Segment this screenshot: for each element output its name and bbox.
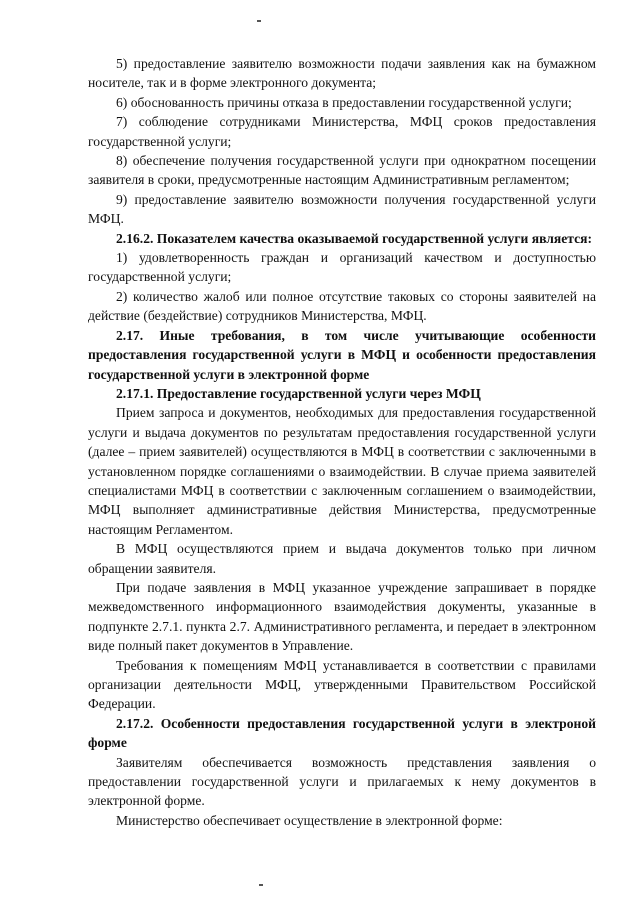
paragraph-quality-2: 2) количество жалоб или полное отсутствие таковых со стороны заявителей на действие (бездействие) сотрудников Министерства, МФЦ. [88,288,596,324]
paragraph-item-7: 7) соблюдение сотрудниками Министерства, МФЦ сроков предоставления государственной услуги; [88,114,596,149]
document-body [88,54,596,830]
paragraph-mfc-personal: В МФЦ осуществляются прием и выдача документов только при личном обращении заявителя. [88,541,596,576]
section-heading-2-17-2: 2.17.2. Особенности предоставления государственной услуги в электроной форме [88,715,596,751]
paragraph-mfc-reception: Прием запроса и документов, необходимых для предоставления государственной услуги и выдача документов по результатам предоставления государственной услуги (далее – прием заявителей) осуществляются в МФЦ в соответствии с заключенными в установленном порядке соглашениями о взаимодействии. В случае приема заявителей специалистами МФЦ в соответствии с заключенным соглашением о взаимодействии, МФЦ выполняет административные действия Министерства, предусмотренные настоящим Регламентом. [88,405,596,537]
paragraph-mfc-premises: Требования к помещениям МФЦ устанавливается в соответствии с правилами организации деятельности МФЦ, утвержденными Правительством Российской Федерации. [88,657,596,712]
paragraph-item-9: 9) предоставление заявителю возможности получения государственной услуги МФЦ. [88,191,596,227]
paragraph-quality-1: 1) удовлетворенность граждан и организаций качеством и доступностью государственной услуги; [88,250,596,285]
scan-mark-top [257,20,261,22]
section-heading-2-17-1: 2.17.1. Предоставление государственной услуги через МФЦ [116,385,481,401]
paragraph-item-5: 5) предоставление заявителю возможности подачи заявления как на бумажном носителе, так и в форме электронного документа; [88,56,596,91]
section-heading-2-17: 2.17. Иные требования, в том числе учитывающие особенности предоставления государственной услуги в МФЦ и особенности предоставления государственной услуги в электронной форме [88,327,596,382]
paragraph-electronic-submission: Заявителям обеспечивается возможность представления заявления о предоставлении государственной услуги и прилагаемых к нему документов в электронной форме. [88,754,596,809]
paragraph-mfc-request: При подаче заявления в МФЦ указанное учреждение запрашивает в порядке межведомственного информационного взаимодействия документы, указанные в подпункте 2.7.1. пункта 2.7. Административного регламента, и передает в электронном виде полный пакет документов в Управление. [88,579,596,654]
paragraph-item-6: 6) обоснованность причины отказа в предоставлении государственной услуги; [116,94,572,110]
scan-mark-bottom [259,884,263,886]
section-heading-2-16-2: 2.16.2. Показателем качества оказываемой государственной услуги является: [116,230,593,246]
paragraph-ministry-electronic: Министерство обеспечивает осуществление в электронной форме: [116,812,503,828]
paragraph-item-8: 8) обеспечение получения государственной услуги при однократном посещении заявителя в сроки, предусмотренные настоящим Административным регламентом; [88,153,596,188]
